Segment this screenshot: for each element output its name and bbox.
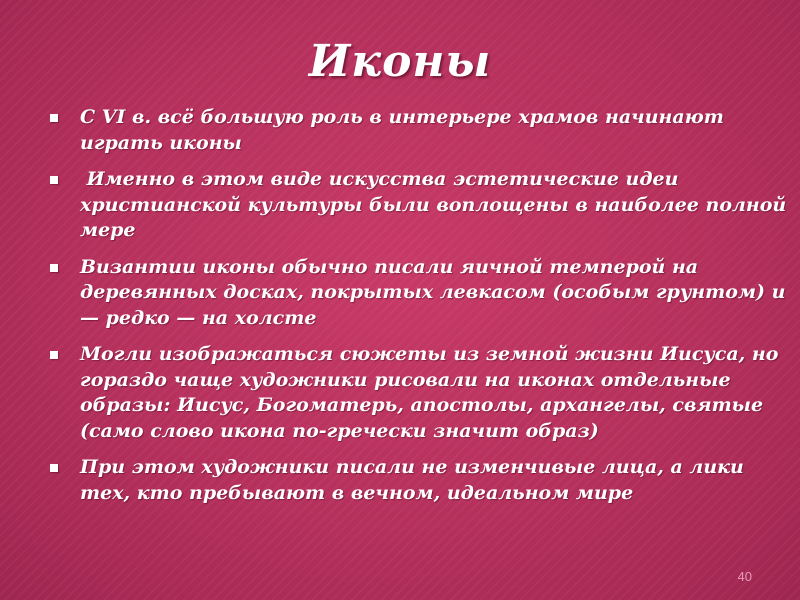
bullet-text: При этом художники писали не изменчивые лица, а лики тех, кто пребывают в вечном, идеальном мире — [80, 456, 744, 504]
bullet-item — [48, 105, 788, 156]
square-bullet-icon — [50, 351, 58, 359]
bullet-item — [48, 167, 793, 244]
bullet-text: С VI в. всё большую роль в интерьере храмов начинают играть иконы — [80, 106, 724, 154]
bullet-text: Именно в этом виде искусства эстетические идеи христианской культуры были воплощены в наиболее полной мере — [80, 168, 793, 241]
square-bullet-icon — [50, 176, 58, 184]
bullet-text: Могли изображаться сюжеты из земной жизни Иисуса, но гораздо чаще художники рисовали на иконах отдельные образы: Иисус, Богоматерь, апостолы, архангелы, святые (само слово икона по-гречески значит образ) — [80, 343, 779, 442]
bullet-item — [48, 255, 788, 332]
bullet-list — [48, 105, 793, 517]
square-bullet-icon — [50, 114, 58, 122]
slide-title: Иконы — [308, 36, 492, 87]
bullet-text: Византии иконы обычно писали яичной темперой на деревянных досках, покрытых левкасом (особым грунтом) и — редко — на холсте — [80, 255, 786, 329]
square-bullet-icon — [50, 464, 58, 472]
bullet-item — [48, 455, 788, 506]
page-number: 40 — [737, 569, 752, 584]
square-bullet-icon — [50, 264, 58, 272]
bullet-item — [48, 342, 788, 444]
